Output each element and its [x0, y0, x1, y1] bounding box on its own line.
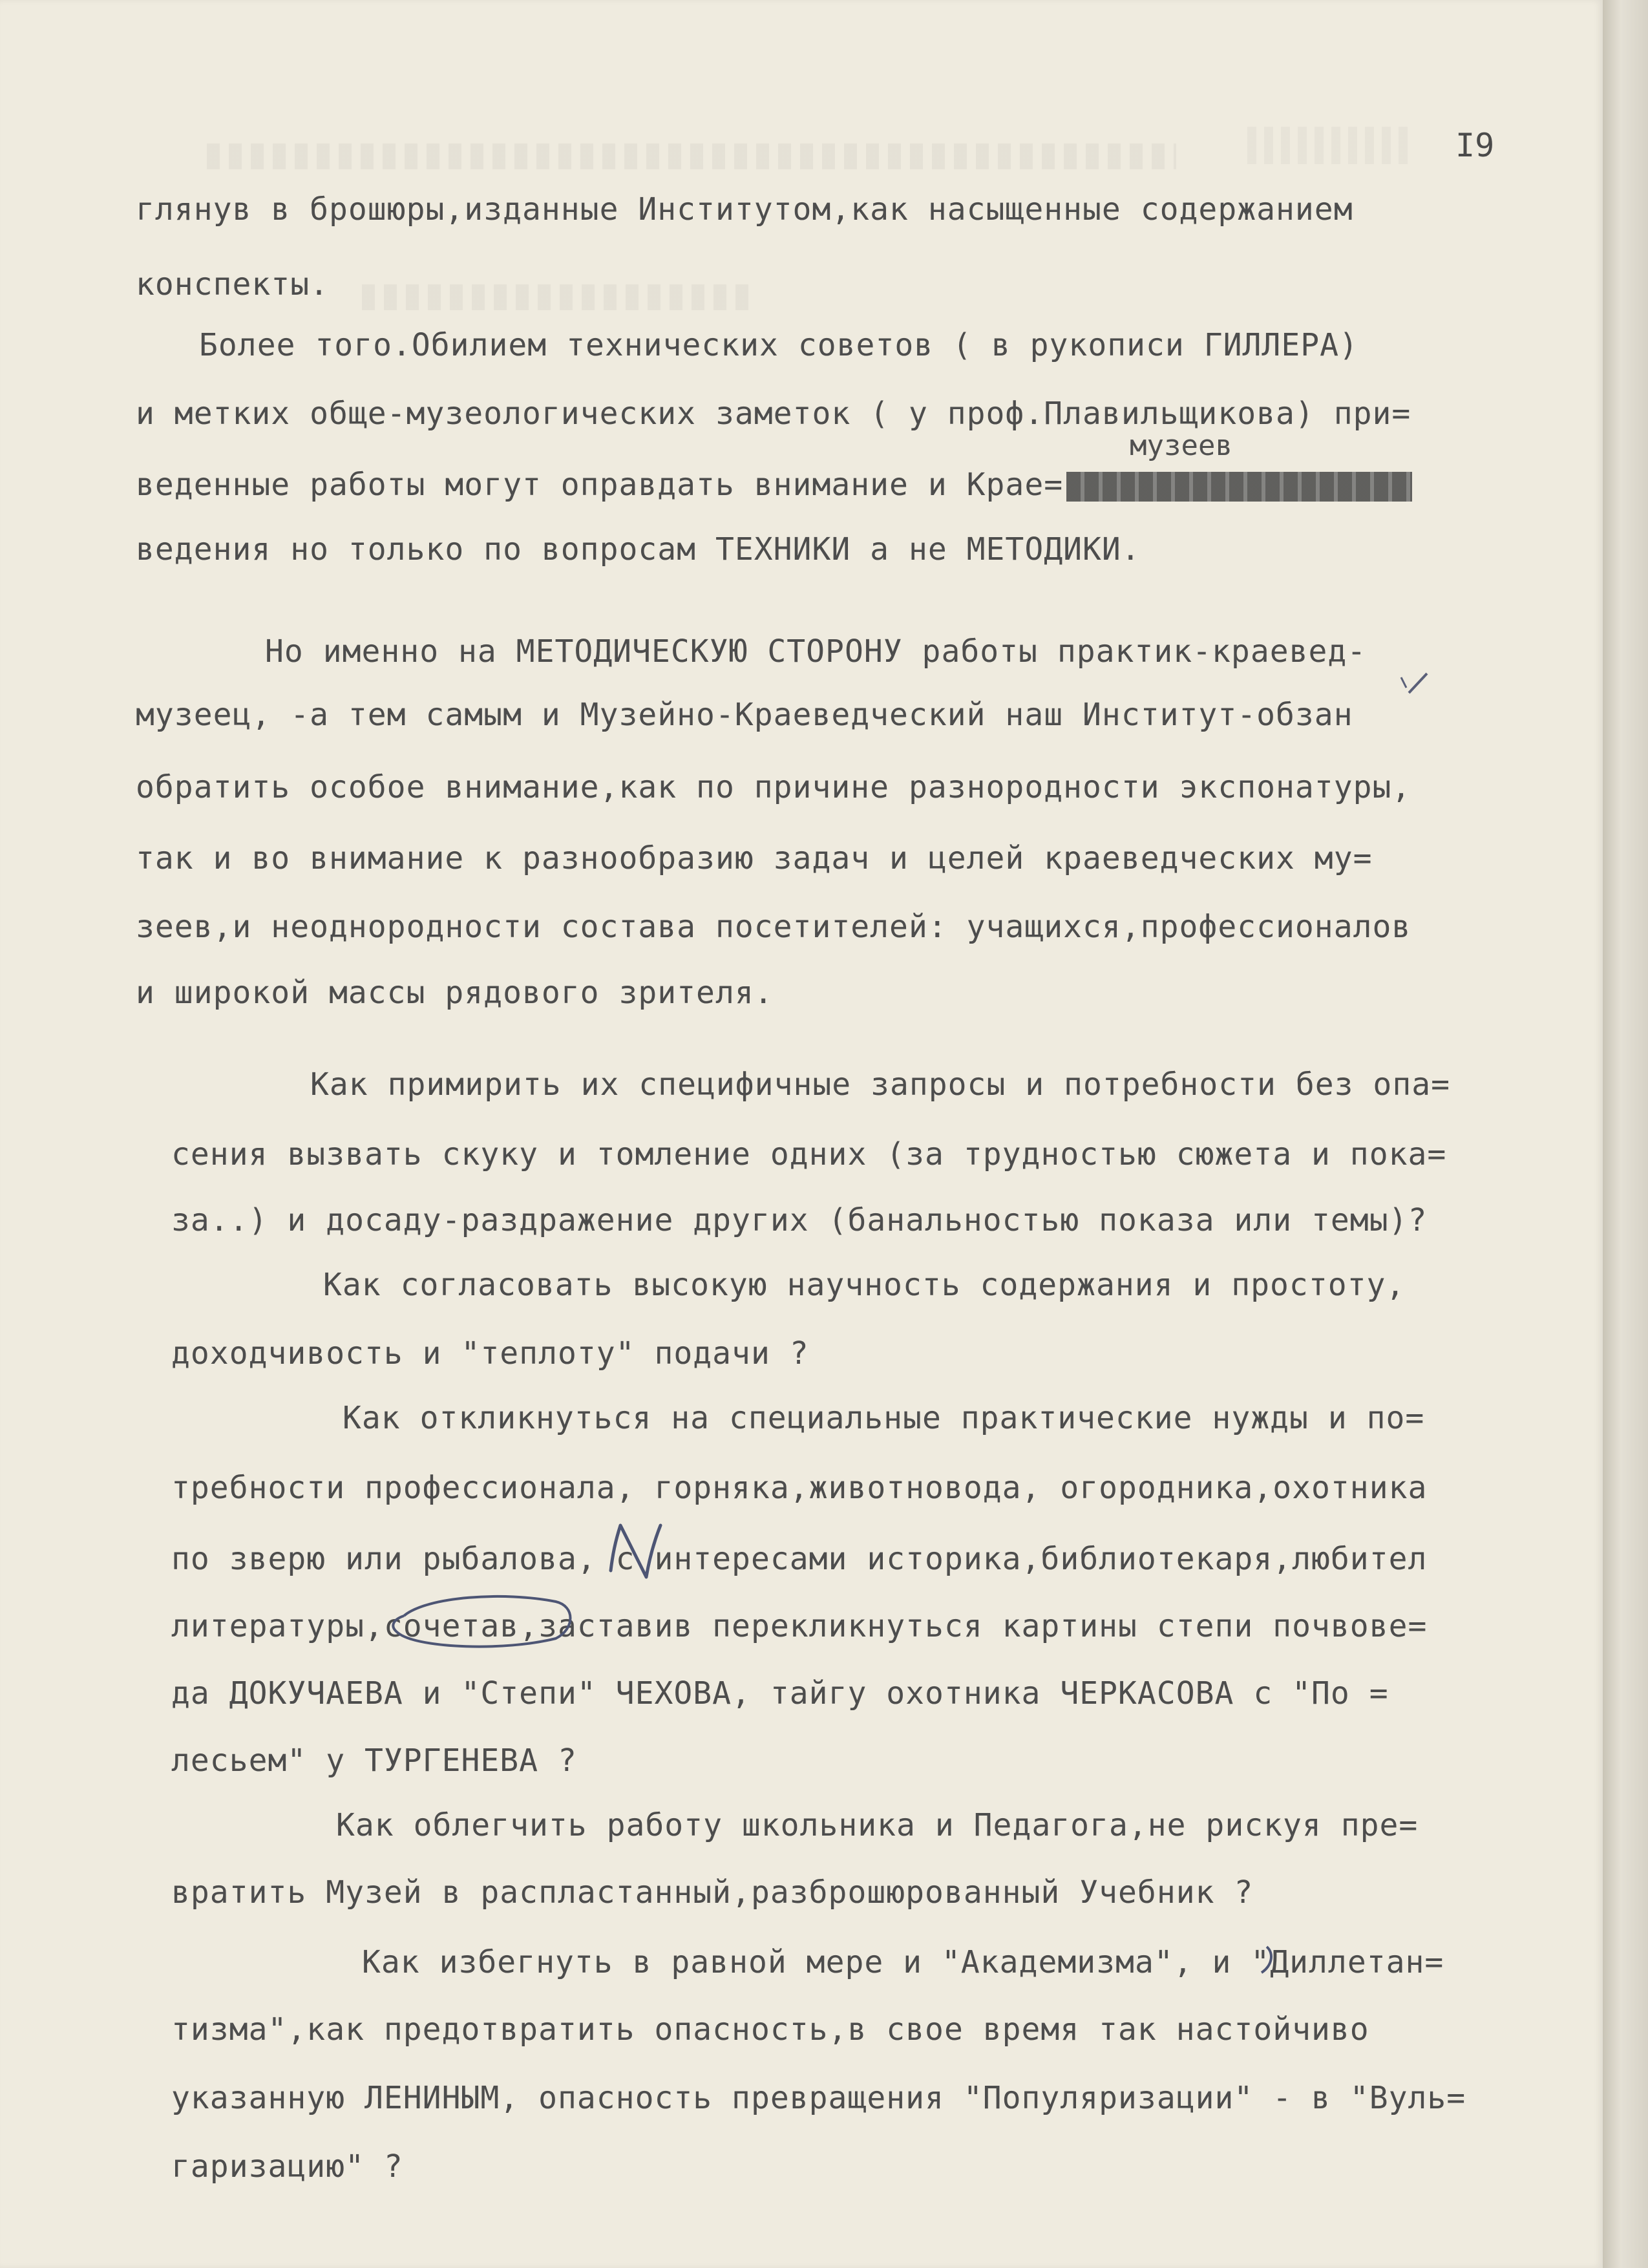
pen-slash-mark: [1409, 673, 1427, 693]
text-line: Как согласовать высокую научность содержания и простоту,: [323, 1267, 1406, 1303]
text-line: вратить Музей в распластанный,разброшюрованный Учебник ?: [171, 1874, 1254, 1911]
text-line: за..) и досаду-раздражение других (банальностью показа или темы)?: [171, 1202, 1428, 1238]
text-line: по зверю или рыбалова, с интересами историка,библиотекаря,любител: [171, 1541, 1428, 1577]
text-line: указанную ЛЕНИНЫМ, опасность превращения "Популяризации" - в "Вуль=: [171, 2080, 1466, 2116]
faint-stamp: [1247, 127, 1409, 164]
text-line: тизма",как предотвратить опасность,в свое время так настойчиво: [171, 2011, 1369, 2048]
text-line: Как избегнуть в равной мере и "Академизма", и "Диллетан=: [362, 1944, 1444, 1980]
text-line: Но именно на МЕТОДИЧЕСКУЮ СТОРОНУ работы практик-краевед-: [265, 633, 1367, 670]
page-number: I9: [1455, 127, 1495, 164]
bleed-through-text: [362, 284, 750, 310]
text-line: гаризацию" ?: [171, 2148, 403, 2185]
inserted-word: музеев: [1130, 429, 1232, 462]
text-line: и широкой массы рядового зрителя.: [136, 975, 774, 1011]
bleed-through-text: [207, 143, 1176, 169]
text-line: да ДОКУЧАЕВА и "Степи" ЧЕХОВА, тайгу охотника ЧЕРКАСОВА с "По =: [171, 1675, 1389, 1712]
text-line: ведения но только по вопросам ТЕХНИКИ а не МЕТОДИКИ.: [136, 531, 1141, 567]
text-line: Как откликнуться на специальные практические нужды и по=: [343, 1400, 1425, 1436]
text-line: лесьем" у ТУРГЕНЕВА ?: [171, 1743, 577, 1779]
text-line: конспекты.: [136, 266, 329, 302]
text-line: и метких обще-музеологических заметок ( у проф.Плавильщикова) при=: [136, 396, 1411, 432]
text-line: так и во внимание к разнообразию задач и целей краеведческих му=: [136, 840, 1373, 876]
text-line: сения вызвать скуку и томление одних (за трудностью сюжета и пока=: [171, 1136, 1447, 1172]
text-line: требности профессионала, горняка,животновода, огородника,охотника: [171, 1470, 1428, 1506]
paper-edge: [1603, 0, 1648, 2268]
text-line: Как примирить их специфичные запросы и потребности без опа=: [310, 1066, 1451, 1103]
text-line: Более того.Обилием технических советов ( в рукописи ГИЛЛЕРА): [199, 327, 1358, 363]
text-line: доходчивость и "теплоту" подачи ?: [171, 1335, 809, 1372]
text-line: зеев,и неоднородности состава посетителей: учащихся,профессионалов: [136, 909, 1411, 945]
text-line: обратить особое внимание,как по причине разнородности экспонатуры,: [136, 769, 1411, 805]
text-line: музеец, -а тем самым и Музейно-Краеведческий наш Институт-обзан: [136, 697, 1353, 733]
struck-out-text: [1066, 472, 1412, 502]
text-line: Как облегчить работу школьника и Педагога,не рискуя пре=: [336, 1807, 1419, 1843]
pen-tick-mark: [1401, 677, 1406, 688]
text-line: литературы,сочетав,заставив перекликнуться картины степи почвове=: [171, 1608, 1428, 1644]
text-line: веденные работы могут оправдать внимание и Крае=: [136, 467, 1064, 503]
text-line: глянув в брошюры,изданные Институтом,как насыщенные содержанием: [136, 191, 1353, 228]
